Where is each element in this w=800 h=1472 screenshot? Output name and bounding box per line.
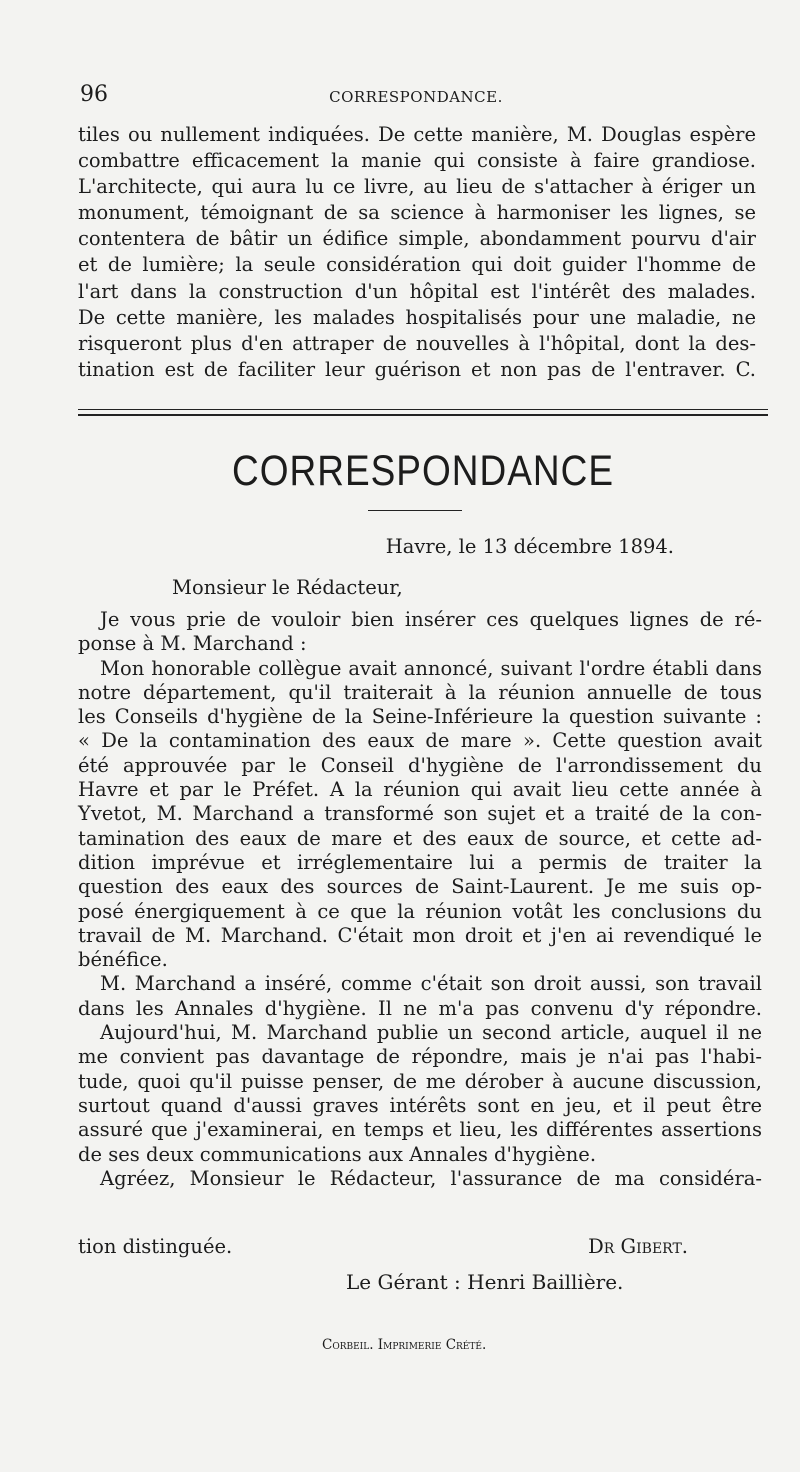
section-divider	[78, 409, 768, 410]
text-line: et de lumière; la seule considération qui doit guider l'homme de	[78, 253, 756, 277]
text-line: combattre efficacement la manie qui consiste à faire grandiose.	[78, 149, 756, 173]
text-line: contentera de bâtir un édifice simple, abondamment pourvu d'air	[78, 227, 756, 251]
text-line: surtout quand d'aussi graves intérêts sont en jeu, et il peut être	[78, 1093, 762, 1117]
text-line: monument, témoignant de sa science à harmoniser les lignes, se	[78, 201, 756, 225]
gerant-line: Le Gérant : Henri Baillière.	[346, 1270, 624, 1294]
text-line: Mon honorable collègue avait annoncé, suivant l'ordre établi dans	[100, 656, 762, 680]
title-underline	[368, 510, 462, 511]
letter-closing: tion distinguée.	[78, 1235, 233, 1258]
text-line: travail de M. Marchand. C'était mon droit et j'en ai revendiqué le	[78, 923, 762, 947]
page-header	[80, 82, 752, 114]
text-line: bénéfice.	[78, 948, 168, 972]
text-line: Aujourd'hui, M. Marchand publie un second article, auquel il ne	[100, 1021, 762, 1045]
text-line: notre département, qu'il traiterait à la réunion annuelle de tous	[78, 680, 762, 704]
previous-article-text	[78, 122, 756, 383]
text-line: assuré que j'examinerai, en temps et lieu, les différentes assertions	[78, 1118, 762, 1142]
running-title: CORRESPONDANCE.	[329, 88, 503, 106]
text-line: Yvetot, M. Marchand a transformé son sujet et a traité de la con-	[78, 802, 762, 826]
text-line: question des eaux des sources de Saint-Laurent. Je me suis op-	[78, 875, 762, 899]
letter-salutation: Monsieur le Rédacteur,	[172, 576, 403, 599]
letter-body	[78, 608, 762, 1191]
text-line: me convient pas davantage de répondre, mais je n'ai pas l'habi-	[78, 1045, 762, 1069]
printer-imprint: Corbeil. Imprimerie Crété.	[322, 1337, 487, 1353]
text-line: posé énergiquement à ce que la réunion votât les conclusions du	[78, 899, 762, 923]
text-line: « De la contamination des eaux de mare ». Cette question avait	[78, 729, 762, 753]
section-divider	[78, 414, 768, 416]
text-line: l'art dans la construction d'un hôpital est l'intérêt des malades.	[78, 279, 756, 303]
text-line: L'architecte, qui aura lu ce livre, au lieu de s'attacher à ériger un	[78, 175, 756, 199]
text-line: ponse à M. Marchand :	[78, 632, 307, 656]
letter-closing-row	[78, 1234, 688, 1260]
text-line: de ses deux communications aux Annales d'hygiène.	[78, 1142, 597, 1166]
text-line: les Conseils d'hygiène de la Seine-Inférieure la question suivante :	[78, 705, 762, 729]
letter-dateline: Havre, le 13 décembre 1894.	[385, 535, 674, 558]
text-line: tiles ou nullement indiquées. De cette manière, M. Douglas espère	[78, 123, 756, 146]
text-line: Je vous prie de vouloir bien insérer ces quelques lignes de ré-	[100, 608, 762, 631]
letter-signature: Dr Gibert.	[588, 1235, 688, 1258]
text-line: tination est de faciliter leur guérison et non pas de l'entraver. C.	[78, 357, 756, 381]
text-line: tamination des eaux de mare et des eaux de source, et cette ad-	[78, 826, 762, 850]
text-line: tude, quoi qu'il puisse penser, de me dérober à aucune discussion,	[78, 1069, 762, 1093]
section-title: CORRESPONDANCE	[232, 446, 614, 494]
text-line: De cette manière, les malades hospitalisés pour une maladie, ne	[78, 305, 756, 329]
page-number: 96	[80, 82, 108, 107]
text-line: risqueront plus d'en attraper de nouvelles à l'hôpital, dont la des-	[78, 331, 756, 355]
text-line: dition imprévue et irréglementaire lui a permis de traiter la	[78, 850, 762, 874]
text-line: M. Marchand a inséré, comme c'était son droit aussi, son travail	[100, 972, 762, 996]
text-line: dans les Annales d'hygiène. Il ne m'a pas convenu d'y répondre.	[78, 996, 762, 1020]
text-line: Agréez, Monsieur le Rédacteur, l'assurance de ma considéra-	[100, 1166, 762, 1190]
text-line: Havre et par le Préfet. A la réunion qui avait lieu cette année à	[78, 778, 762, 802]
text-line: été approuvée par le Conseil d'hygiène de l'arrondissement du	[78, 753, 762, 777]
